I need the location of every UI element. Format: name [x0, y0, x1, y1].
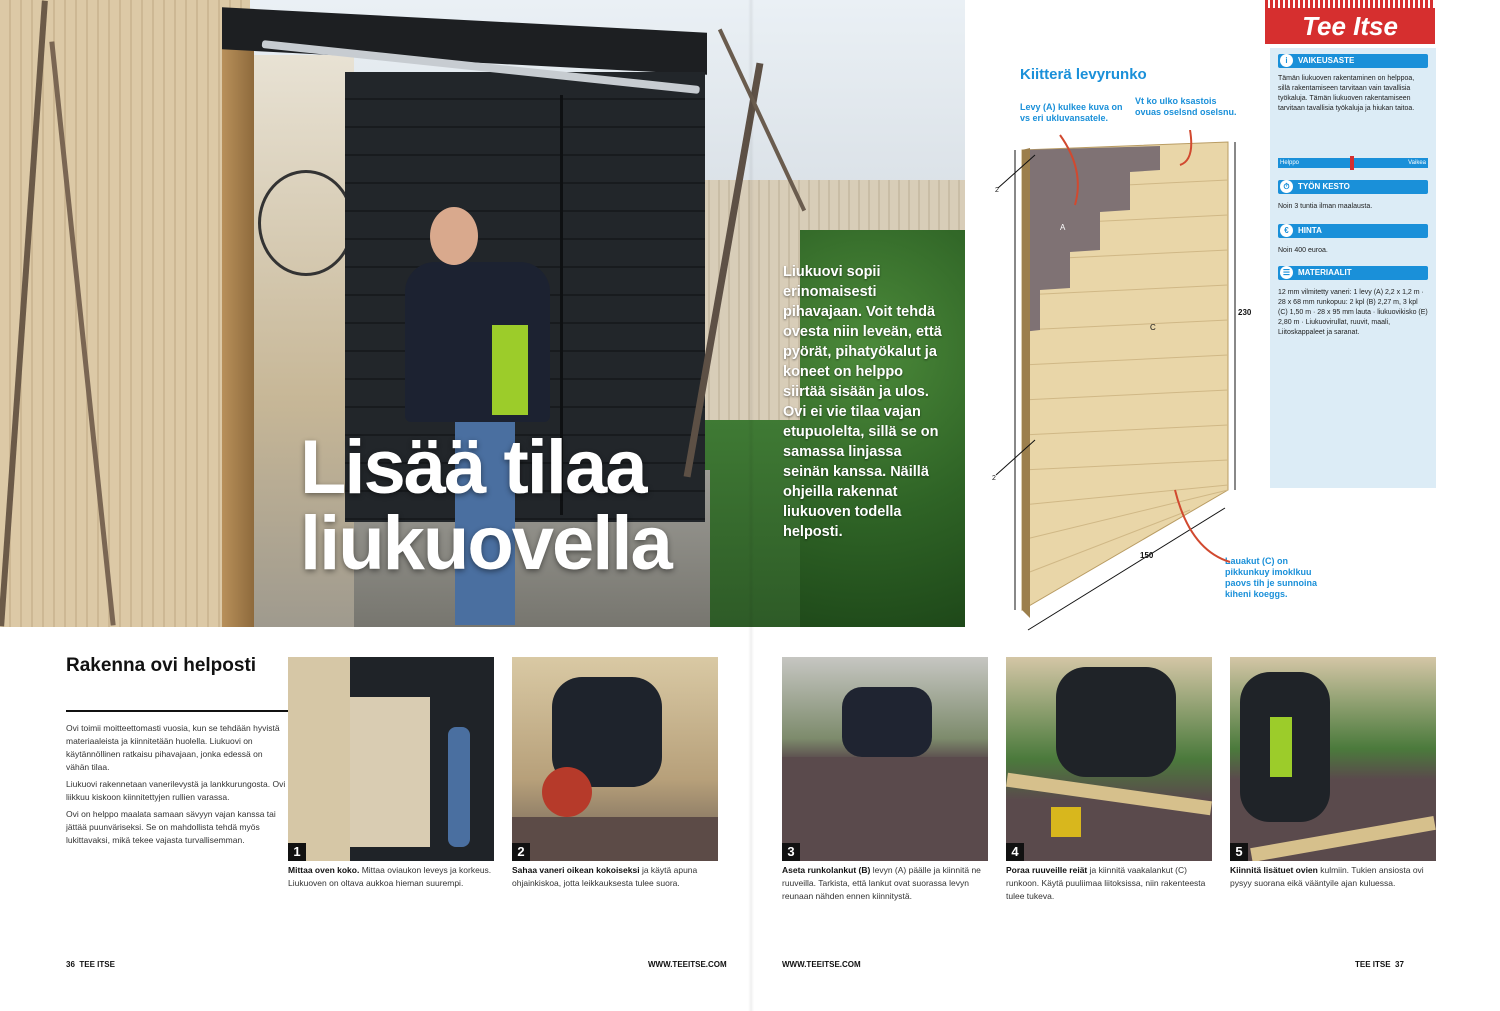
- section-divider: [66, 710, 288, 712]
- dim-small-left: 2: [992, 475, 996, 482]
- shed-opening-image: [350, 697, 430, 847]
- caption-text: ja kiinnitä vaakalankut (C) runkoon. Käytä puuliimaa liitoksissa, niin rakenteesta tulee tukeva.: [1006, 865, 1206, 901]
- folio-left: [66, 960, 115, 969]
- step-number: 3: [782, 843, 800, 861]
- folio-url-right: WWW.TEEITSE.COM: [782, 960, 861, 969]
- sidebar-heading-difficulty: [1278, 54, 1428, 68]
- step-3-caption: [782, 864, 988, 903]
- article-title: [300, 425, 740, 586]
- heading-text: HINTA: [1298, 226, 1322, 235]
- person-head: [430, 207, 478, 265]
- sidebar-heading-price: [1278, 224, 1428, 238]
- step-2-caption: [512, 864, 718, 890]
- body-paragraph: Ovi toimii moitteettomasti vuosia, kun se tehdään hyvistä materiaaleista ja kiinnitetään huolella. Liukuovi on käytännöllinen ratkaisu pihavajaan, jonka edessä on vähän tilaa.: [66, 723, 280, 772]
- list-icon: ☰: [1280, 266, 1293, 279]
- label-a: A: [1060, 223, 1066, 232]
- circular-saw-image: [542, 767, 592, 817]
- step-4-photo: [1006, 657, 1212, 861]
- dim-width: 150: [1140, 551, 1154, 560]
- diagram-note-top-left: Levy (A) kulkee kuva on vs eri ukluvansatele.: [1020, 102, 1123, 123]
- diagram-note-bottom-right: Lauakut (C) on pikkunkuy imoklkuu paovs tih je sunnoina kiheni koeggs.: [1225, 556, 1318, 599]
- page-gutter: [748, 0, 754, 1011]
- article-intro: [783, 262, 948, 542]
- bicycle-image: [258, 170, 354, 276]
- intro-bold: Näillä ohjeilla rakennat liukuoven todella helposti.: [783, 464, 929, 540]
- sidebar-heading-materials: [1278, 266, 1428, 280]
- step-1-caption: [288, 864, 494, 890]
- caption-bold: Aseta runkolankut (B): [782, 865, 871, 875]
- sidebar-text-price: Noin 400 euroa.: [1278, 247, 1328, 254]
- folio-right: [1355, 960, 1404, 969]
- wood-plank-image: [1250, 816, 1436, 861]
- section-body: [66, 722, 286, 851]
- door-panel-diagram: [990, 130, 1270, 640]
- dim-height: 230: [1238, 308, 1252, 317]
- caption-bold: Poraa ruuveille reiät: [1006, 865, 1088, 875]
- caption-text: levyn (A) päälle ja kiinnitä ne ruuveilla. Tarkista, että lankut ovat suorassa levyn reunaan nähden ennen kiinnitystä.: [782, 865, 981, 901]
- jacket-accent: [1270, 717, 1292, 777]
- step-4-caption: [1006, 864, 1212, 903]
- page-number: 37: [1395, 960, 1404, 969]
- person-image: [842, 687, 932, 757]
- brand-stripes: [1265, 0, 1435, 8]
- diagram-title: Kiitterä levyrunko: [1020, 66, 1147, 83]
- meter-low-label: Helppo: [1280, 160, 1300, 166]
- euro-icon: €: [1280, 224, 1293, 237]
- section-title: Rakenna ovi helposti: [66, 655, 257, 676]
- difficulty-meter: [1278, 158, 1428, 168]
- caption-bold: Sahaa vaneri oikean kokoiseksi: [512, 865, 640, 875]
- heading-text: VAIKEUSASTE: [1298, 56, 1355, 65]
- title-line-1: Lisää tilaa: [300, 425, 646, 510]
- step-number: 4: [1006, 843, 1024, 861]
- caption-bold: Kiinnitä lisätuet ovien: [1230, 865, 1318, 875]
- brand-label: Tee Itse: [1265, 8, 1435, 44]
- caption-text: ja käytä apuna ohjainkiskoa, jotta leikkauksesta tulee suora.: [512, 865, 698, 888]
- plywood-image: [782, 757, 988, 861]
- glue-bottle-image: [1051, 807, 1081, 837]
- person-body: [405, 262, 550, 422]
- step-number: 2: [512, 843, 530, 861]
- step-5-photo: [1230, 657, 1436, 861]
- hero-photo: [0, 0, 965, 627]
- clock-icon: ⏱: [1280, 180, 1293, 193]
- heading-text: MATERIAALIT: [1298, 268, 1352, 277]
- wood-plank-image: [1006, 773, 1212, 816]
- intro-text: Liukuovi sopii erinomaisesti pihavajaan. Voit tehdä ovesta niin leveän, että pyörät, pihatyökalut ja koneet on helppo siirtää sisään ja ulos. Ovi ei vie tilaa vajan etupuolelta, sillä se on samassa linjassa seinän kanssa.: [783, 264, 942, 480]
- magazine-name: TEE ITSE: [1355, 960, 1391, 969]
- sidebar-text-materials: 12 mm vilmitetty vaneri: 1 levy (A) 2,2 x 1,2 m · 28 x 68 mm runkopuu: 2 kpl (B) 2,27 m, 3 kpl (C) 1,50 m · 28 x 95 mm lauta · liukuovikisko (E) 2,80 m · Liukuovirullat, ruuvit, maali, Liitoskappaleet ja saranat.: [1278, 289, 1428, 336]
- caption-bold: Mittaa oven koko.: [288, 865, 360, 875]
- plywood-image: [512, 817, 718, 861]
- magazine-name: TEE ITSE: [79, 960, 115, 969]
- title-line-2: liukuovella: [300, 501, 671, 586]
- panel-edge: [1022, 148, 1030, 618]
- step-2-photo: [512, 657, 718, 861]
- person-image: [1056, 667, 1176, 777]
- meter-high-label: Vaikea: [1408, 160, 1426, 166]
- person-jacket-accent: [492, 325, 528, 415]
- step-3-photo: [782, 657, 988, 861]
- difficulty-marker: [1350, 156, 1354, 170]
- sidebar-heading-duration: [1278, 180, 1428, 194]
- label-c: C: [1150, 323, 1156, 332]
- info-icon: i: [1280, 54, 1293, 67]
- step-number: 1: [288, 843, 306, 861]
- sidebar-text-duration: Noin 3 tuntia ilman maalausta.: [1278, 203, 1373, 210]
- step-1-photo: [288, 657, 494, 861]
- caption-text: Mittaa oviaukon leveys ja korkeus. Liukuoven on oltava aukkoa hieman suurempi.: [288, 865, 492, 888]
- info-sidebar: [1270, 48, 1436, 488]
- step-number: 5: [1230, 843, 1248, 861]
- step-5-caption: [1230, 864, 1436, 890]
- sidebar-text-difficulty: Tämän liukuoven rakentaminen on helppoa, sillä rakentamiseen tarvitaan vain tavallisia työkaluja. Tämän liukuoven rakentamiseen tarvitaan tavallisia työkaluja ja hiukan taitoa.: [1278, 75, 1415, 112]
- heading-text: TYÖN KESTO: [1298, 182, 1350, 191]
- dim-small-top: 2: [995, 187, 999, 194]
- caption-text: kulmiin. Tukien ansiosta ovi pysyy suorana eikä vääntyile ajan kuluessa.: [1230, 865, 1424, 888]
- person-image: [448, 727, 470, 847]
- body-paragraph: Liukuovi rakennetaan vanerilevystä ja lankkurungosta. Ovi liikkuu kiskoon kiinnitettyjen rullien varassa.: [66, 779, 286, 802]
- photo-shed-post: [222, 15, 254, 627]
- body-paragraph: Ovi on helppo maalata samaan sävyyn vajan kanssa tai jättää puunväriseksi. Se on mahdollista tehdä myös lukittavaksi, mikä tekee vajasta turvallisemman.: [66, 809, 276, 845]
- diagram-note-top-right: Vt ko ulko ksastois ovuas oselsnd oselsnu.: [1135, 96, 1237, 117]
- folio-url-left: WWW.TEEITSE.COM: [648, 960, 727, 969]
- page-number: 36: [66, 960, 75, 969]
